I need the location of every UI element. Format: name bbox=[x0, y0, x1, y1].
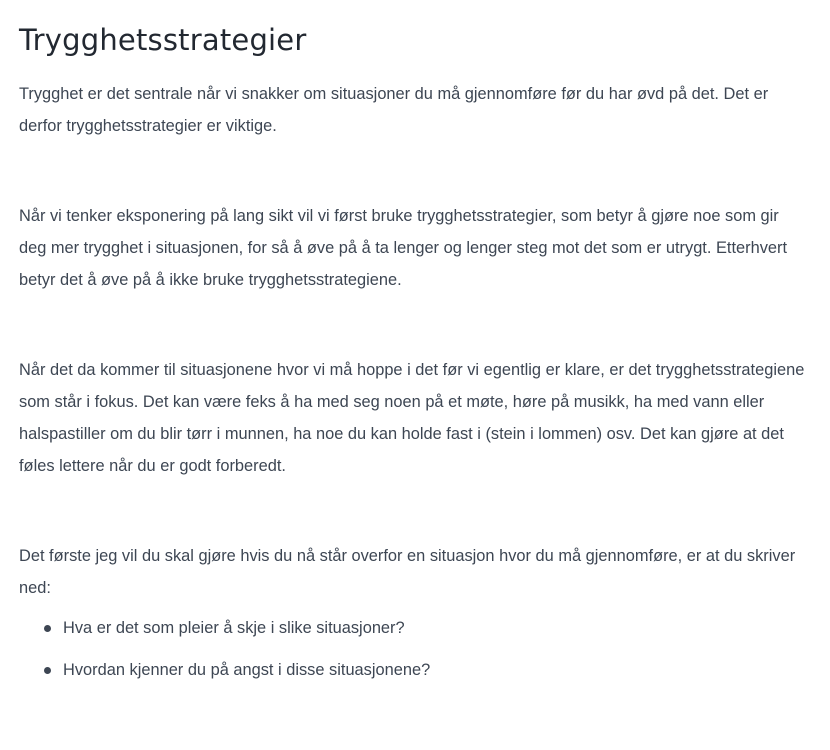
page-title: Trygghetsstrategier bbox=[19, 23, 307, 57]
paragraph-intro: Trygghet er det sentrale når vi snakker om situasjoner du må gjennomføre før du har øvd på det. Det er derfor trygghetsstrategier er viktige. bbox=[19, 85, 769, 135]
question-list bbox=[19, 612, 819, 686]
list-item-text: Hvordan kjenner du på angst i disse situasjonene? bbox=[63, 661, 431, 679]
bullet-icon bbox=[44, 667, 51, 674]
list-item-text: Hva er det som pleier å skje i slike situasjoner? bbox=[63, 619, 405, 637]
bullet-icon bbox=[44, 625, 51, 632]
list-item bbox=[19, 612, 819, 644]
list-item bbox=[19, 654, 819, 686]
paragraph-situations: Når det da kommer til situasjonene hvor vi må hoppe i det før vi egentlig er klare, er det trygghetsstrategiene som står i fokus. Det kan være feks å ha med seg noen på et møte, høre på musikk, ha med vann eller halspastiller om du blir tørr i munnen, ha noe du kan holde fast i (stein i lommen) osv. Det kan gjøre at det føles lettere når du er godt forberedt. bbox=[19, 361, 805, 475]
article bbox=[19, 20, 819, 696]
paragraph-instructions: Det første jeg vil du skal gjøre hvis du nå står overfor en situasjon hvor du må gjennomføre, er at du skriver ned: bbox=[19, 547, 796, 597]
paragraph-exposure: Når vi tenker eksponering på lang sikt vil vi først bruke trygghetsstrategier, som betyr å gjøre noe som gir deg mer trygghet i situasjonen, for så å øve på å ta lenger og lenger steg mot det som er utrygt. Etterhvert betyr det å øve på å ikke bruke trygghetsstrategiene. bbox=[19, 207, 788, 289]
